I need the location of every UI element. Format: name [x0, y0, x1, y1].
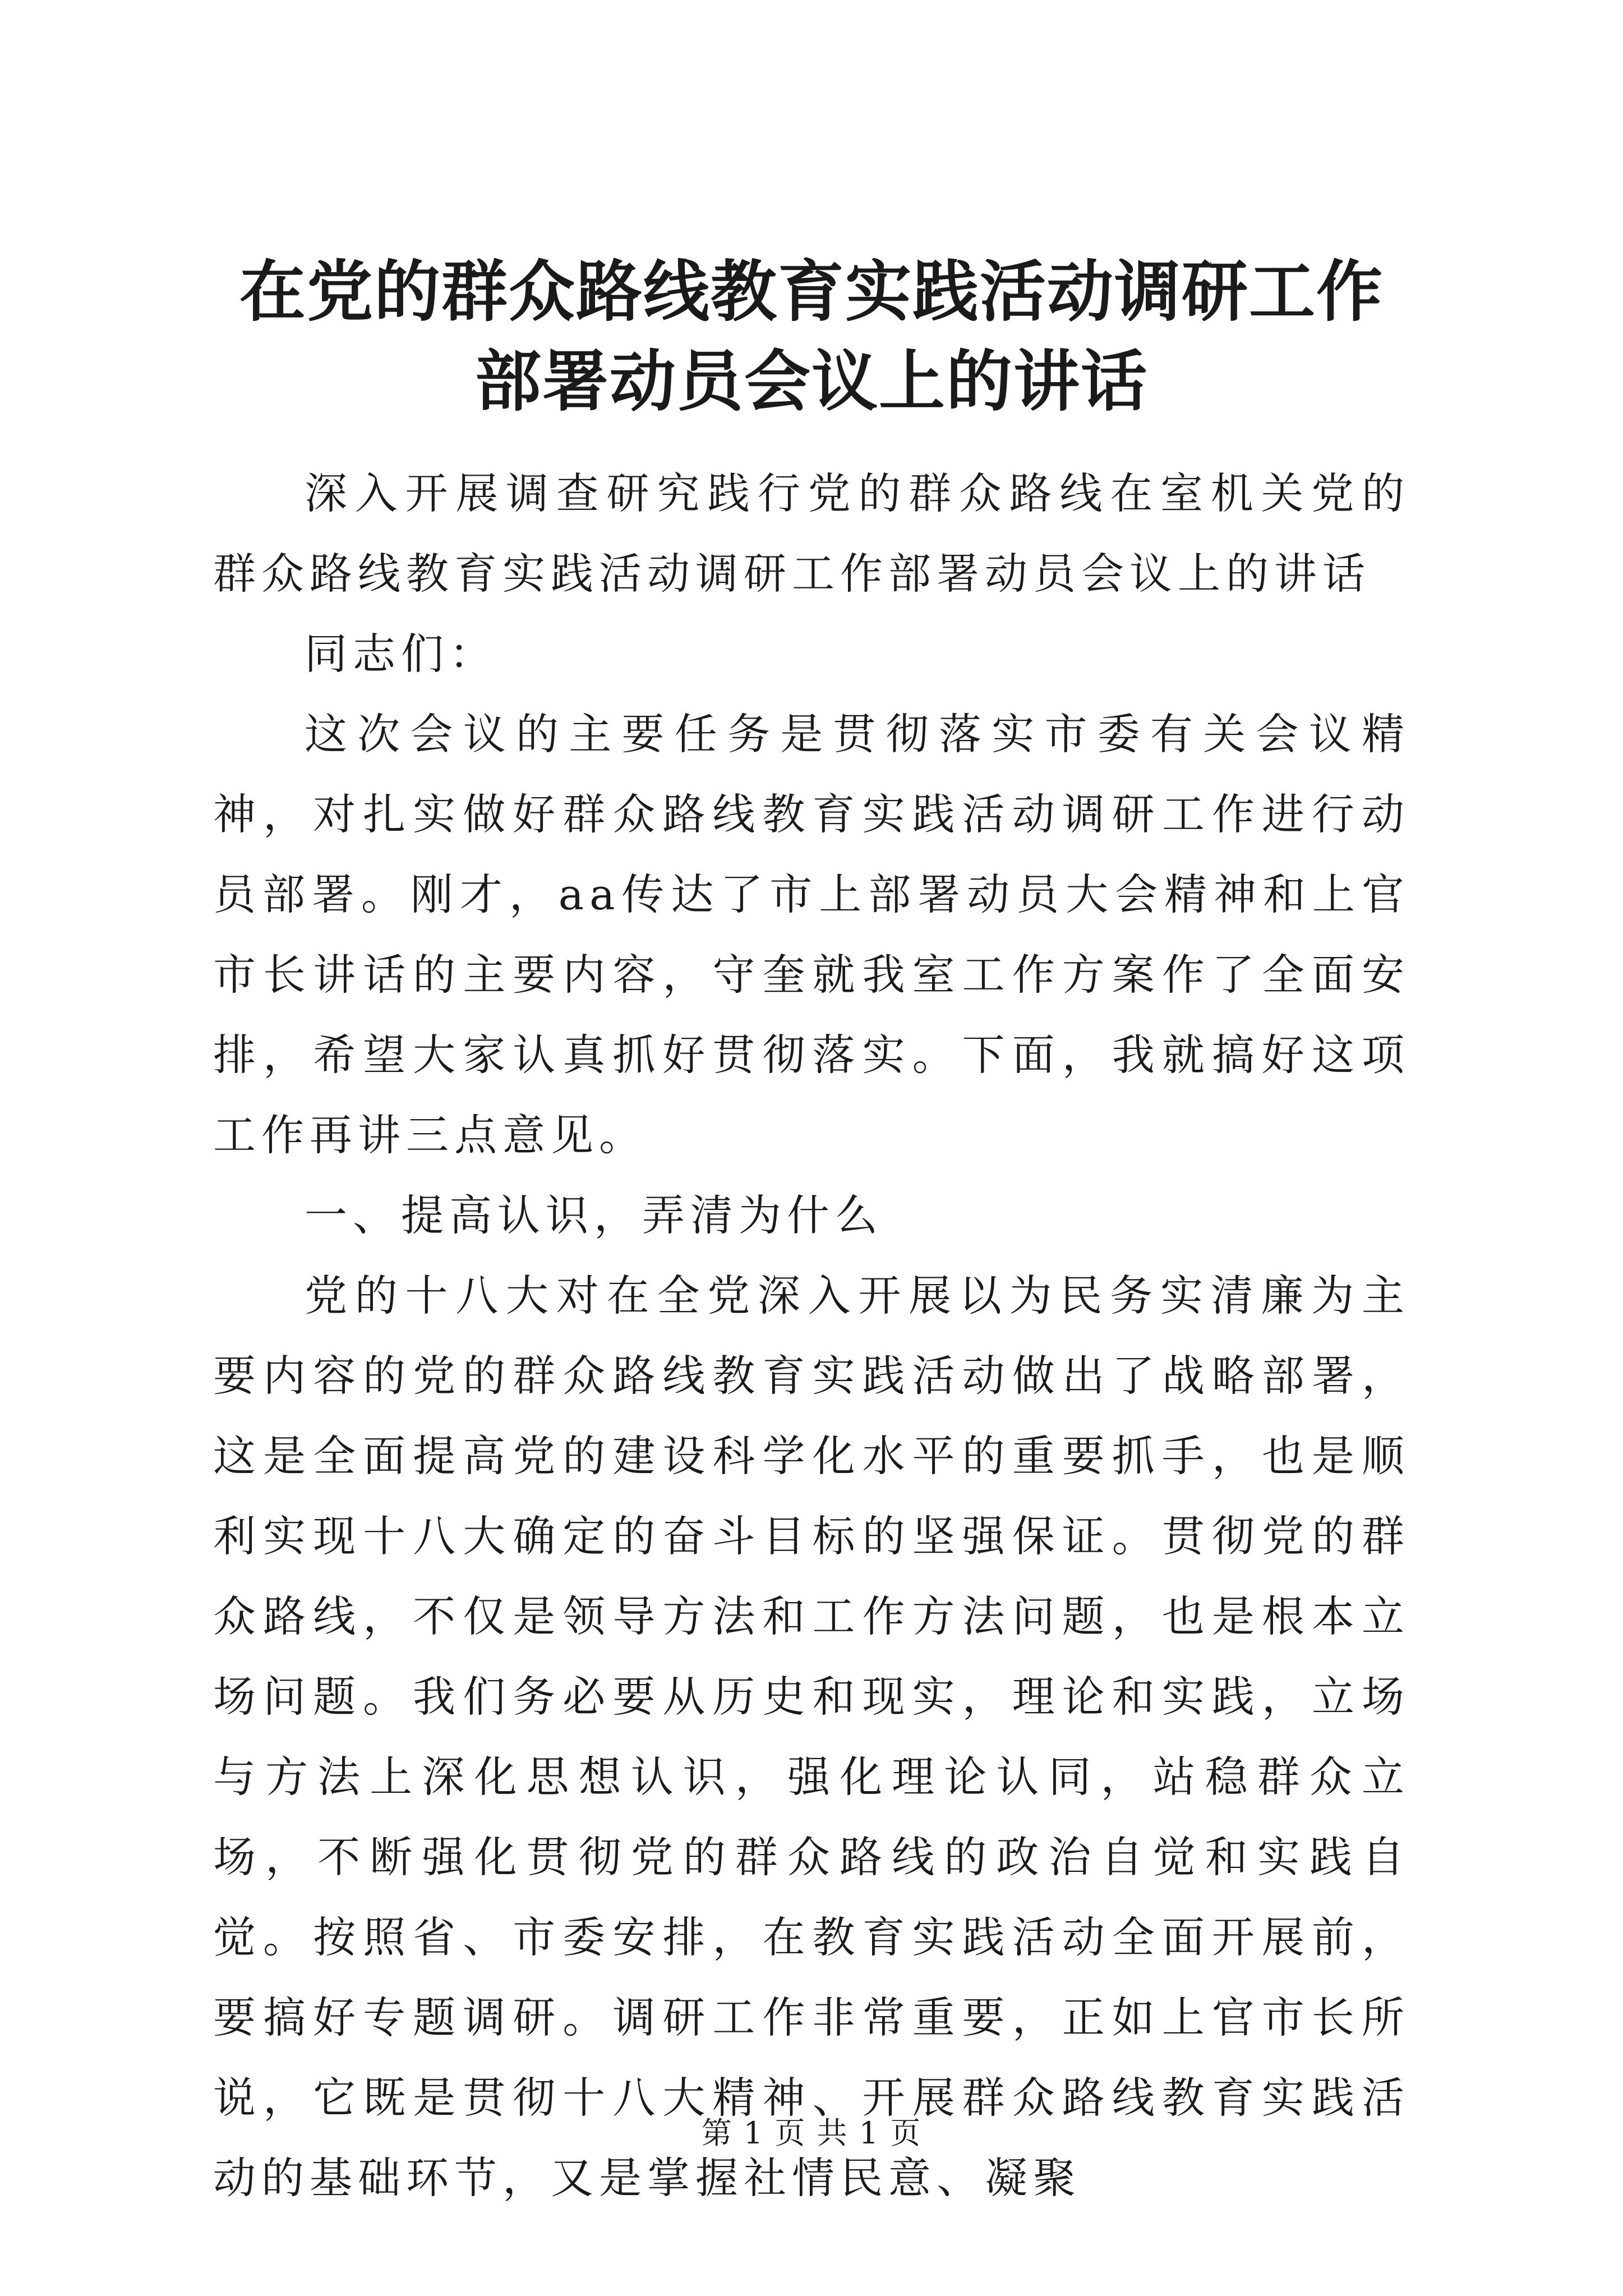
paragraph-intro: 深入开展调查研究践行党的群众路线在室机关党的群众路线教育实践活动调研工作部署动员会议上的讲话	[213, 468, 1410, 599]
paragraph-meeting-task: 这次会议的主要任务是贯彻落实市委有关会议精神，对扎实做好群众路线教育实践活动调研工作进行动员部署。刚才，aa传达了市上部署动员大会精神和上官市长讲话的主要内容，守奎就我室工作方案作了全面安排，希望大家认真抓好贯彻落实。下面，我就搞好这项工作再讲三点意见。	[213, 709, 1410, 1160]
page-footer: 第 1 页 共 1 页	[701, 2115, 922, 2151]
section-heading-1: 一、提高认识，弄清为什么	[305, 1190, 883, 1240]
document-title: 在党的群众路线教育实践活动调研工作部署动员会议上的讲话	[239, 252, 1384, 420]
paragraph-section-1-body: 党的十八大对在全党深入开展以为民务实清廉为主要内容的党的群众路线教育实践活动做出了战略部署，这是全面提高党的建设科学化水平的重要抓手，也是顺利实现十八大确定的奋斗目标的坚强保证。贯彻党的群众路线，不仅是领导方法和工作方法问题，也是根本立场问题。我们务必要从历史和现实，理论和实践，立场与方法上深化思想认识，强化理论认同，站稳群众立场，不断强化贯彻党的群众路线的政治自觉和实践自觉。按照省、市委安排，在教育实践活动全面开展前，要搞好专题调研。调研工作非常重要，正如上官市长所说，它既是贯彻十八大精神、开展群众路线教育实践活动的基础环节，又是掌握社情民意、凝聚	[213, 1271, 1410, 2203]
document-body	[213, 453, 1410, 2218]
paragraph-salutation: 同志们：	[305, 629, 497, 679]
